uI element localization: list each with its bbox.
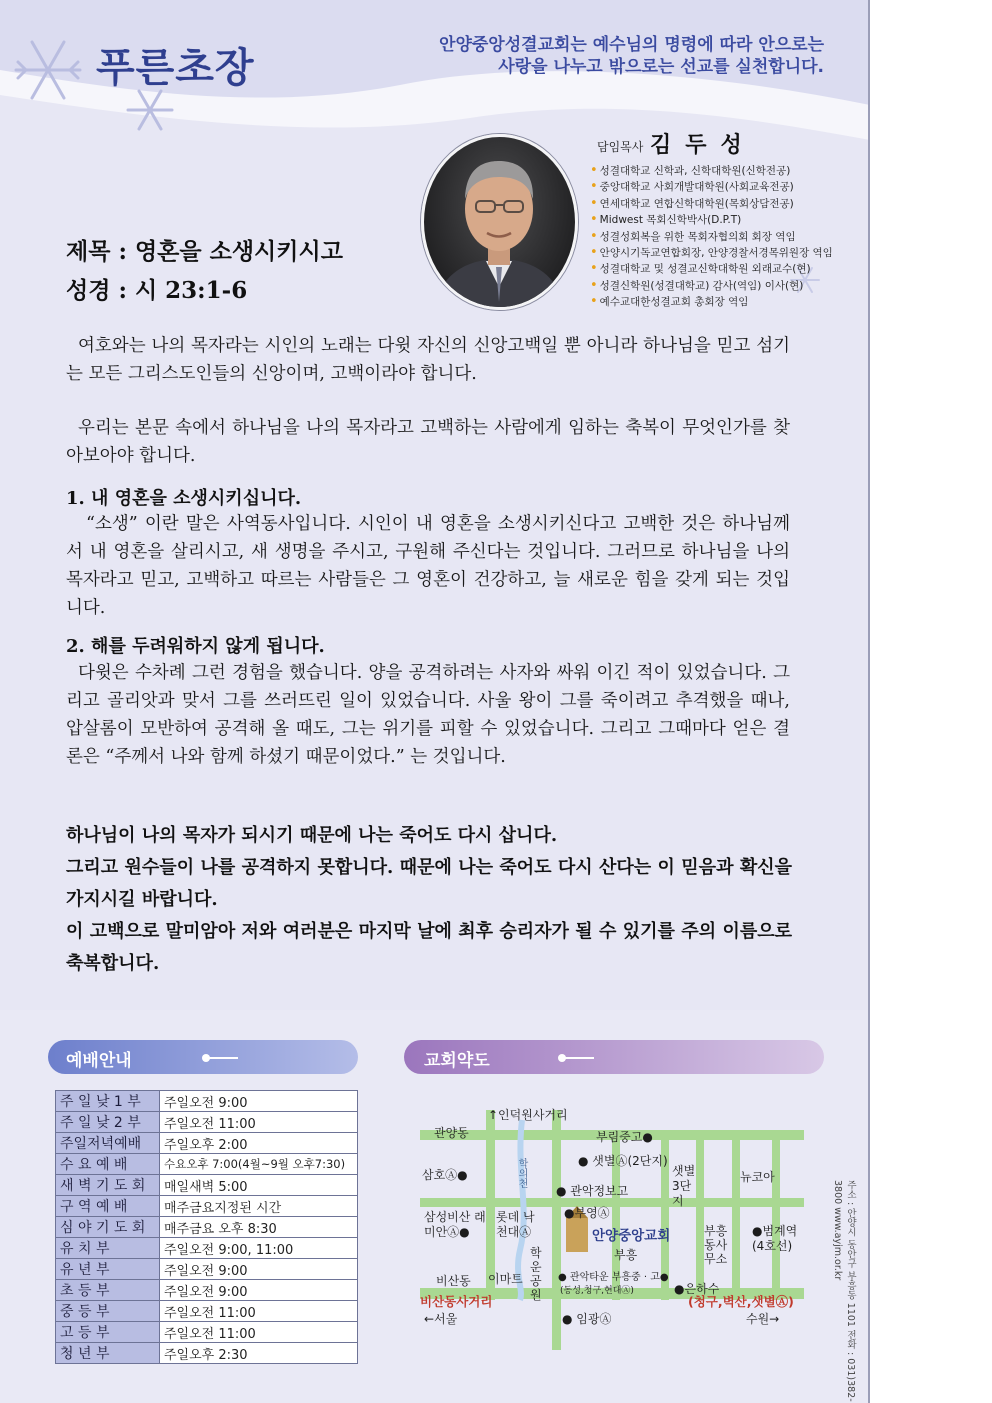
intro-paragraph: 우리는 본문 속에서 하나님을 나의 목자라고 고백하는 사람에게 임하는 축복이 무엇인가를 찾아보아야 합니다. (66, 418, 790, 466)
map-label: ●은하수 (674, 1282, 720, 1296)
credential-item: • 안양시기독교연합회장, 안양경찰서경목위원장 역임 (590, 245, 833, 261)
service-time: 주일오후 2:30 (160, 1343, 358, 1364)
service-time: 주일오전 9:00 (160, 1091, 358, 1112)
map-label: 관양동 (434, 1126, 469, 1140)
service-time: 매일새벽 5:00 (160, 1175, 358, 1196)
service-time: 매주금요지정된 시간 (160, 1196, 358, 1217)
intro-paragraph: 여호와는 나의 목자라는 시인의 노래는 다윗 자신의 신앙고백일 뿐 아니라 하나님을 믿고 섬기는 모든 그리스도인들의 신앙이며, 고백이라야 합니다. (66, 336, 790, 384)
service-time: 매주금요 오후 8:30 (160, 1217, 358, 1238)
service-name: 중 등 부 (56, 1301, 160, 1322)
pastor-name: 김두성 (650, 132, 756, 158)
map-tab-label: 교회약도 (424, 1051, 490, 1071)
tab-line (208, 1057, 238, 1059)
pastor-portrait (421, 134, 578, 310)
worship-tab-label: 예배안내 (66, 1051, 132, 1071)
credential-item: • 성결대학교 및 성결교신학대학원 외래교수(현) (590, 261, 833, 277)
table-row (56, 1322, 358, 1343)
point-body: 다윗은 수차례 그런 경험을 했습니다. 양을 공격하려는 사자와 싸워 이긴 적이 있었습니다. 그리고 골리앗과 맞서 그를 쓰러뜨린 일이 있었습니다. 사울 왕이 그를 죽이려고 추격했을 때나, 압살롬이 모반하여 공격해 올 때도, 그는 위기를 피할 수 있었습니다. 그리고 그때마다 얻은 결론은 “주께서 나와 함께 하셨기 때문이었다.” 는 것입니다. (66, 663, 790, 767)
credential-item: • Midwest 목회신학박사(D.P.T) (590, 212, 833, 228)
closing-blessing (66, 820, 792, 980)
service-name: 청 년 부 (56, 1343, 160, 1364)
closing-line: 하나님이 나의 목자가 되시기 때문에 나는 죽어도 다시 삽니다. (66, 825, 558, 846)
service-time: 주일오전 9:00, 11:00 (160, 1238, 358, 1259)
table-row (56, 1238, 358, 1259)
point-body: “소생” 이란 말은 사역동사입니다. 시인이 내 영혼을 소생시키신다고 고백한 것은 하나님께서 내 영혼을 살리시고, 새 생명을 주시고, 구원해 주신다는 것입니다. 그러므로 하나님을 나의 목자라고 믿고, 고백하고 따르는 사람들은 그 영혼이 건강하고, 늘 새로운 힘을 갖게 되는 것입니다. (66, 514, 790, 618)
service-time: 주일오전 11:00 (160, 1322, 358, 1343)
map-label: ● 관악타운 부흥중 · 고● (558, 1272, 669, 1283)
map-label: ←서울 (424, 1312, 458, 1326)
credential-item: • 성결신학원(성결대학교) 감사(역임) 이사(현) (590, 278, 833, 294)
table-row (56, 1091, 358, 1112)
table-row (56, 1196, 358, 1217)
map-label: 롯데 낙천대Ⓐ (496, 1210, 535, 1239)
service-name: 주일저녁예배 (56, 1133, 160, 1154)
map-label: 부흥 동사 무소 (704, 1224, 728, 1266)
bulletin-brand: 푸른초장 (96, 45, 255, 91)
map-label: 학운 공원 (530, 1246, 542, 1302)
church-motto (439, 34, 824, 78)
table-row (56, 1301, 358, 1322)
map-label: ↑인덕원사거리 (488, 1108, 568, 1122)
service-name: 주 일 낮 1 부 (56, 1091, 160, 1112)
service-name: 구 역 예 배 (56, 1196, 160, 1217)
map-label: 뉴코아 (740, 1170, 775, 1184)
table-row (56, 1259, 358, 1280)
service-name: 심 야 기 도 회 (56, 1217, 160, 1238)
map-label: 부림중고● (596, 1130, 653, 1144)
service-name: 수 요 예 배 (56, 1154, 160, 1175)
table-row (56, 1343, 358, 1364)
map-label: 이마트 (488, 1272, 523, 1286)
table-row (56, 1280, 358, 1301)
credential-item: • 성결성회복을 위한 목회자협의회 회장 역임 (590, 229, 833, 245)
map-label: 샛별 3단지 (672, 1164, 696, 1208)
map-label: 수원→ (746, 1312, 780, 1326)
tab-line (564, 1057, 594, 1059)
closing-line: 이 고백으로 말미암아 저와 여러분은 마지막 날에 최후 승리자가 될 수 있기를 주의 이름으로 축복합니다. (66, 921, 792, 974)
service-time: 주일오후 2:00 (160, 1133, 358, 1154)
map-label: (청구,벽산,샛별Ⓐ) (688, 1294, 794, 1309)
map-label: (동성,청구,현대Ⓐ) (560, 1286, 634, 1296)
sermon-title: 제목 : 영혼을 소생시키시고 (66, 238, 343, 265)
table-row (56, 1133, 358, 1154)
contact-sidenote: 주소 : 안양시 동안구 부흥동 1101 전화 : 031)382-3800 www.ayjm.or.kr (832, 1180, 856, 1402)
table-row (56, 1154, 358, 1175)
church-map (406, 1090, 826, 1352)
map-label: ● 샛별Ⓐ(2단지) (578, 1154, 668, 1168)
credential-item: • 중앙대학교 사회개발대학원(사회교육전공) (590, 179, 833, 195)
point-heading: 1. 내 영혼을 소생시키십니다. (66, 488, 302, 509)
map-label: ● 임광Ⓐ (562, 1312, 612, 1326)
credential-item: • 예수교대한성결교회 총회장 역임 (590, 294, 833, 310)
closing-line: 그리고 원수들이 나를 공격하지 못합니다. 때문에 나는 죽어도 다시 산다는 이 믿음과 확신을 가지시길 바랍니다. (66, 857, 792, 910)
table-row (56, 1175, 358, 1196)
table-row (56, 1217, 358, 1238)
map-label: 비산동사거리 (420, 1294, 493, 1309)
service-name: 새 벽 기 도 회 (56, 1175, 160, 1196)
service-time: 수요오후 7:00(4월~9월 오후7:30) (160, 1154, 358, 1175)
map-label: 삼호Ⓐ● (422, 1168, 468, 1182)
credential-item: • 연세대학교 연합신학대학원(목회상담전공) (590, 196, 833, 212)
motto-line: 사랑을 나누고 밖으로는 선교를 실천합니다. (498, 57, 824, 77)
service-time: 주일오전 9:00 (160, 1280, 358, 1301)
church-name-label: 안양중앙교회 (592, 1228, 671, 1244)
credential-item: • 성결대학교 신학과, 신학대학원(신학전공) (590, 163, 833, 179)
service-time: 주일오전 9:00 (160, 1259, 358, 1280)
point-heading: 2. 해를 두려워하지 않게 됩니다. (66, 636, 325, 657)
service-name: 유 년 부 (56, 1259, 160, 1280)
service-time: 주일오전 11:00 (160, 1301, 358, 1322)
map-label: 부흥 (614, 1248, 638, 1262)
church-building-icon (566, 1218, 588, 1252)
sermon-scripture: 성경 : 시 23:1-6 (66, 277, 248, 304)
service-name: 주 일 낮 2 부 (56, 1112, 160, 1133)
motto-line: 안양중앙성결교회는 예수님의 명령에 따라 안으로는 (439, 35, 824, 55)
service-time: 주일오전 11:00 (160, 1112, 358, 1133)
pastor-role: 담임목사 (597, 140, 644, 154)
table-row (56, 1112, 358, 1133)
map-label: ●범계역 (4호선) (752, 1224, 798, 1253)
map-label: 삼성비산 래미안Ⓐ● (424, 1210, 486, 1239)
service-name: 초 등 부 (56, 1280, 160, 1301)
worship-schedule-table (55, 1090, 358, 1364)
service-name: 유 치 부 (56, 1238, 160, 1259)
map-label: 비산동 (436, 1274, 471, 1288)
service-name: 고 등 부 (56, 1322, 160, 1343)
map-label: ●부영Ⓐ (564, 1206, 610, 1220)
pastor-credentials (590, 163, 833, 311)
stream-label: 학의천 (516, 1158, 527, 1188)
map-label: ● 관악정보고 (556, 1184, 629, 1198)
